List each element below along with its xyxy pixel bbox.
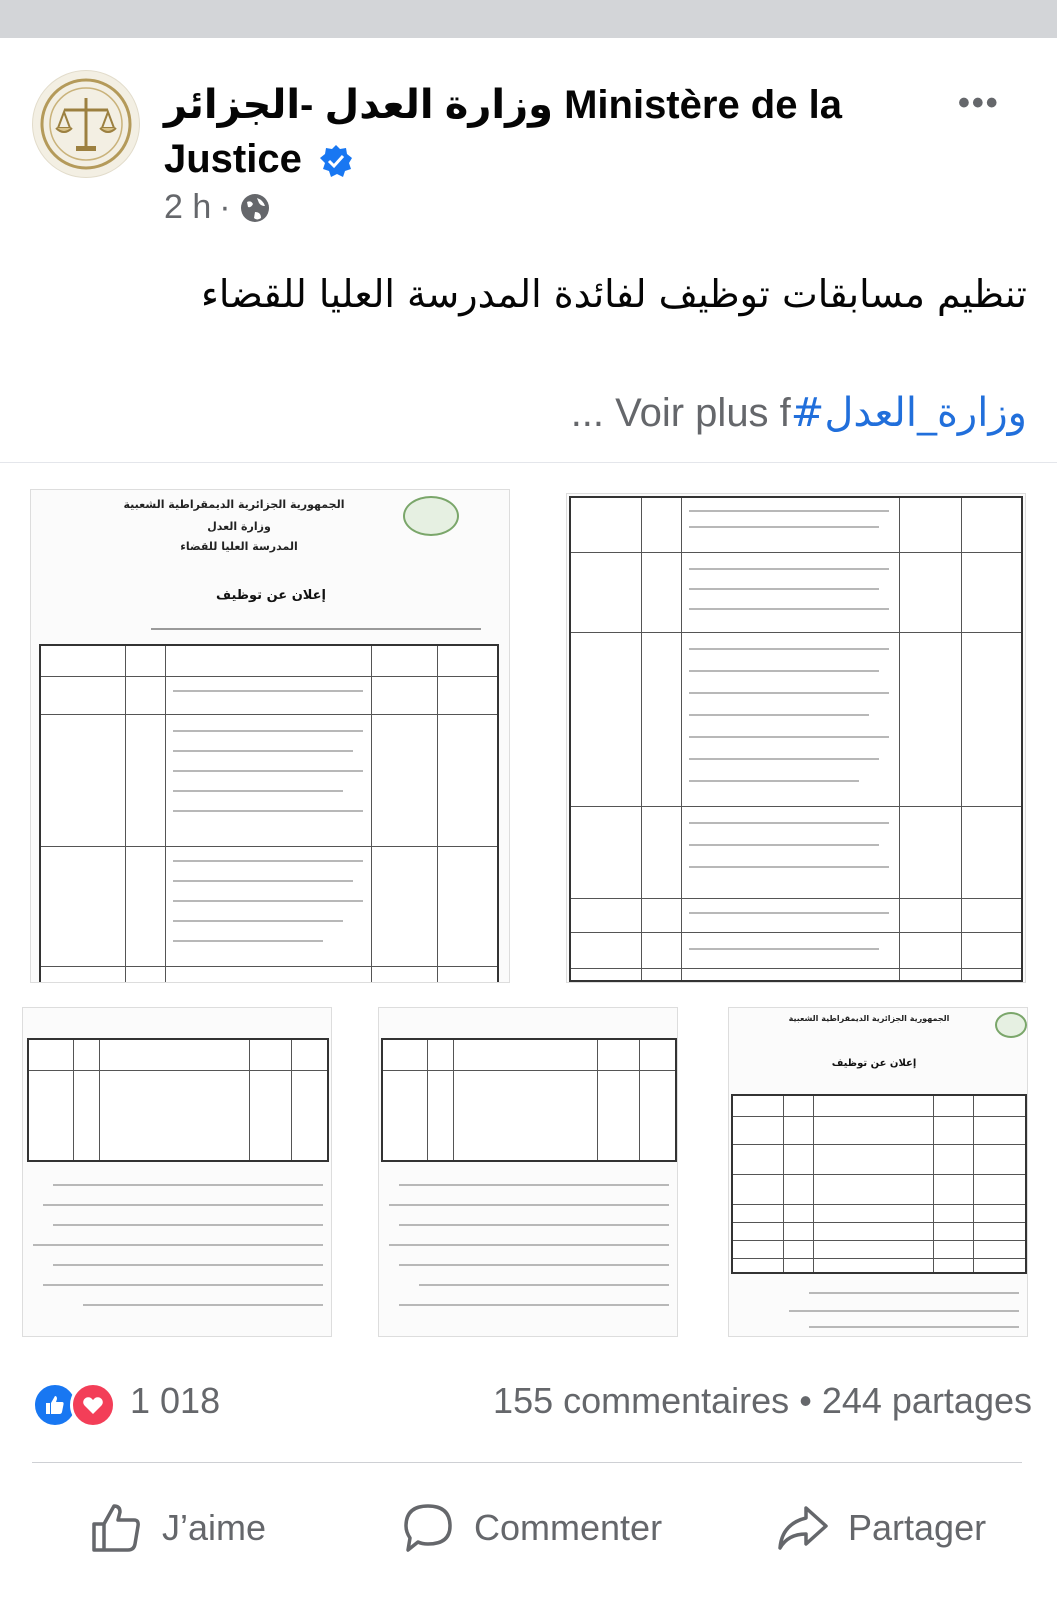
post-header — [32, 70, 1032, 240]
doc2-col — [641, 498, 642, 980]
doc3-text — [53, 1184, 323, 1186]
doc1-text — [173, 810, 363, 812]
comments-shares-summary — [493, 1380, 1032, 1422]
doc5-row — [733, 1174, 1025, 1175]
hashtag-link[interactable]: #وزارة_العدل — [790, 390, 1027, 436]
doc1-row — [41, 714, 497, 715]
doc2-text — [689, 608, 889, 610]
doc5-text — [789, 1310, 1019, 1312]
actions-divider — [32, 1462, 1022, 1463]
document-image-4[interactable] — [378, 1007, 678, 1337]
doc1-text — [173, 860, 363, 862]
doc2-col — [681, 498, 682, 980]
like-button[interactable] — [88, 1488, 266, 1568]
doc3-col — [291, 1040, 292, 1160]
doc1-row — [41, 676, 497, 677]
doc4-text — [389, 1204, 669, 1206]
doc2-text — [689, 844, 879, 846]
more-options-button[interactable]: ••• — [958, 84, 1000, 122]
doc5-row — [733, 1222, 1025, 1223]
doc4-col — [597, 1040, 598, 1160]
doc1-col — [371, 646, 372, 982]
doc2-text — [689, 736, 889, 738]
doc2-row — [571, 932, 1021, 933]
doc5-row — [733, 1258, 1025, 1259]
doc1-text — [173, 920, 343, 922]
doc1-text — [173, 940, 323, 942]
doc1-text — [173, 750, 353, 752]
doc1-text — [173, 770, 363, 772]
doc2-col — [899, 498, 900, 980]
doc1-title: إعلان عن توظيف — [216, 588, 326, 603]
doc1-text — [173, 790, 343, 792]
doc2-text — [689, 692, 889, 694]
doc3-text — [33, 1244, 323, 1246]
doc2-text — [689, 510, 889, 512]
doc2-row — [571, 552, 1021, 553]
doc2-text — [689, 822, 889, 824]
doc1-col — [437, 646, 438, 982]
doc1-text — [173, 690, 363, 692]
comments-count[interactable]: 155 commentaires — [493, 1380, 790, 1421]
doc3-table — [27, 1038, 329, 1162]
post-hashtag-row — [30, 388, 1027, 438]
doc1-ministry: وزارة العدل — [207, 520, 271, 533]
doc4-col — [453, 1040, 454, 1160]
doc1-text — [173, 880, 353, 882]
doc2-row — [571, 632, 1021, 633]
doc3-col — [73, 1040, 74, 1160]
doc2-text — [689, 670, 879, 672]
doc5-emblem — [995, 1012, 1027, 1038]
share-arrow-icon — [774, 1500, 830, 1556]
reaction-icons[interactable] — [32, 1382, 122, 1430]
post-time[interactable]: 2 h — [164, 188, 212, 226]
doc3-col — [249, 1040, 250, 1160]
comment-label: Commenter — [474, 1507, 663, 1548]
doc3-col — [99, 1040, 100, 1160]
doc1-row — [41, 846, 497, 847]
reactions-bar — [32, 1378, 1032, 1434]
doc5-row — [733, 1144, 1025, 1145]
doc5-table — [731, 1094, 1027, 1274]
doc1-text — [173, 900, 363, 902]
document-image-3[interactable] — [22, 1007, 332, 1337]
doc5-row — [733, 1116, 1025, 1117]
doc4-text — [399, 1264, 669, 1266]
doc2-text — [689, 758, 879, 760]
post-images-grid[interactable] — [0, 462, 1057, 1344]
doc1-row — [41, 966, 497, 967]
doc1-republic-header: الجمهورية الجزائرية الديمقراطية الشعبية — [123, 498, 345, 511]
doc1-school: المدرسة العليا للقضاء — [180, 540, 298, 553]
thumbs-up-outline-icon — [88, 1500, 144, 1556]
doc3-text — [83, 1304, 323, 1306]
comment-button[interactable] — [400, 1488, 662, 1568]
doc1-emblem — [403, 496, 459, 536]
like-label: J’aime — [162, 1507, 267, 1548]
doc2-text — [689, 866, 889, 868]
doc5-col — [813, 1096, 814, 1272]
share-button[interactable] — [774, 1488, 986, 1568]
doc5-col — [973, 1096, 974, 1272]
doc2-row — [571, 898, 1021, 899]
page-avatar[interactable] — [32, 70, 140, 178]
doc2-text — [689, 780, 859, 782]
doc1-col — [165, 646, 166, 982]
doc5-text — [809, 1292, 1019, 1294]
doc4-col — [639, 1040, 640, 1160]
shares-count[interactable]: 244 partages — [821, 1380, 1032, 1421]
document-image-1[interactable] — [30, 489, 510, 983]
verified-badge-icon — [319, 144, 353, 178]
doc2-text — [689, 588, 879, 590]
doc5-col — [783, 1096, 784, 1272]
doc2-text — [689, 648, 889, 650]
doc5-title: إعلان عن توظيف — [831, 1058, 917, 1069]
page-name-text[interactable]: وزارة العدل -الجزائر Ministère de la Justice — [164, 83, 842, 181]
doc5-col — [933, 1096, 934, 1272]
doc5-text — [809, 1326, 1019, 1328]
globe-icon — [239, 192, 271, 224]
top-status-bar — [0, 0, 1057, 38]
doc2-text — [689, 948, 879, 950]
doc3-text — [43, 1284, 323, 1286]
doc2-text — [689, 526, 879, 528]
doc3-text — [53, 1224, 323, 1226]
document-image-5[interactable] — [728, 1007, 1028, 1337]
share-label: Partager — [848, 1507, 987, 1548]
doc5-row — [733, 1240, 1025, 1241]
doc4-table — [381, 1038, 677, 1162]
post-meta — [164, 188, 271, 227]
document-image-2[interactable] — [566, 493, 1026, 983]
doc3-text — [53, 1264, 323, 1266]
see-more-link[interactable]: ... Voir plus f — [570, 391, 791, 435]
speech-bubble-icon — [400, 1500, 456, 1556]
doc4-text — [399, 1184, 669, 1186]
doc4-col — [427, 1040, 428, 1160]
doc4-text — [399, 1224, 669, 1226]
ministry-emblem-icon — [38, 76, 134, 172]
doc1-table — [39, 644, 499, 983]
post-actions-bar — [0, 1488, 1057, 1568]
doc2-text — [689, 912, 889, 914]
doc2-table — [569, 496, 1023, 982]
doc2-col — [961, 498, 962, 980]
doc4-text — [399, 1304, 669, 1306]
doc1-intro-line — [151, 628, 481, 630]
doc4-text — [419, 1284, 669, 1286]
heart-icon — [70, 1382, 116, 1428]
doc1-text — [173, 730, 363, 732]
doc2-text — [689, 714, 869, 716]
doc5-republic-header: الجمهورية الجزائرية الديمقراطية الشعبية — [788, 1014, 950, 1023]
reaction-count[interactable]: 1 018 — [130, 1380, 221, 1421]
summary-separator: • — [799, 1380, 812, 1421]
doc2-row — [571, 806, 1021, 807]
post-body-text: تنظيم مسابقات توظيف لفائدة المدرسة العليا للقضاء — [201, 272, 1027, 316]
doc5-row — [733, 1204, 1025, 1205]
doc2-row — [571, 968, 1021, 969]
doc4-text — [389, 1244, 669, 1246]
meta-separator: · — [219, 188, 231, 226]
doc3-text — [43, 1204, 323, 1206]
doc2-text — [689, 568, 889, 570]
page-name[interactable] — [164, 78, 844, 186]
doc1-col — [125, 646, 126, 982]
